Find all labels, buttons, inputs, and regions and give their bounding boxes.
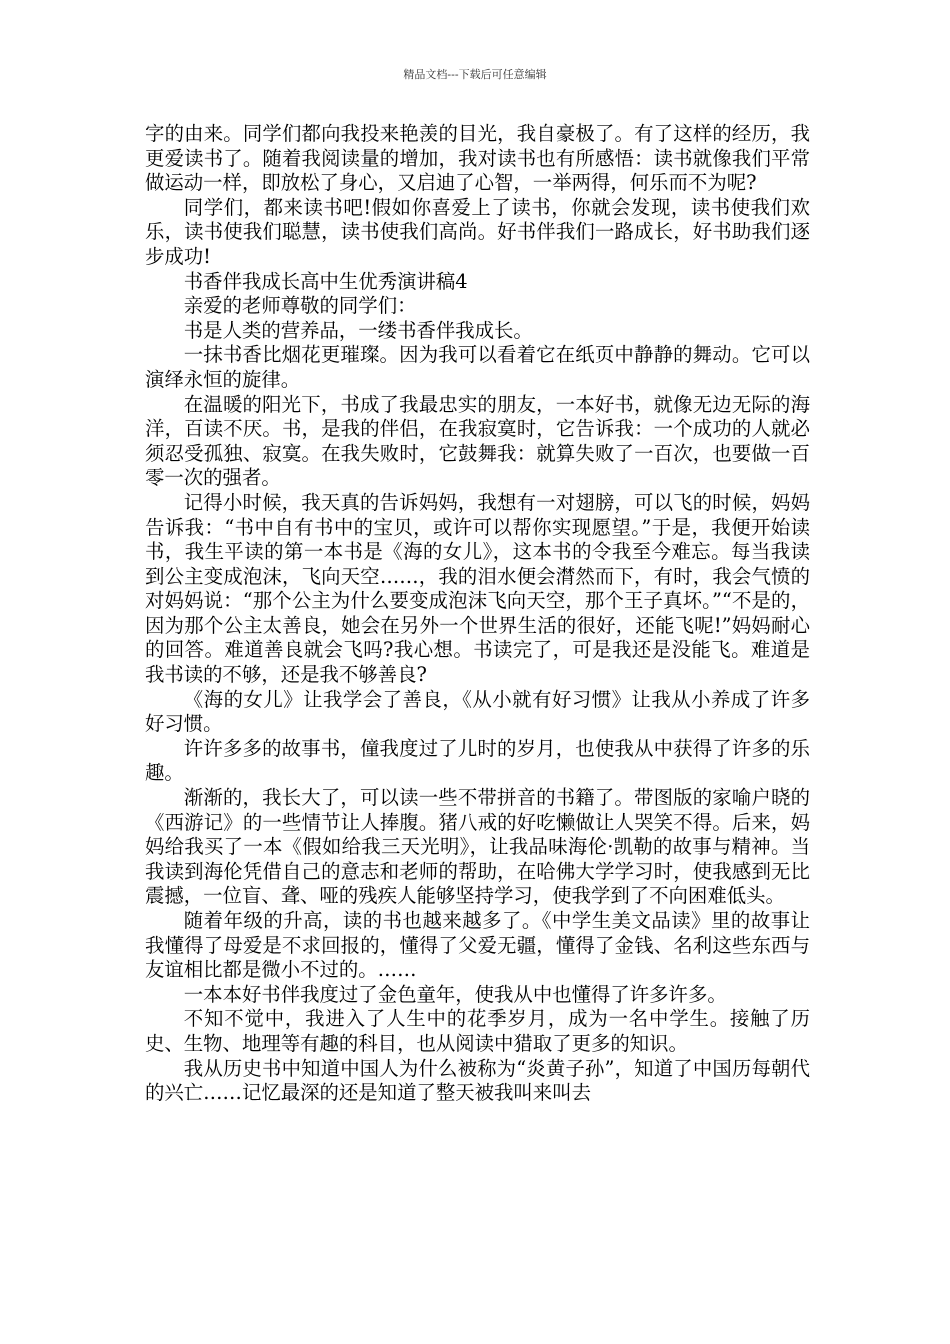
document-body xyxy=(145,122,810,1106)
section-title: 书香伴我成长高中生优秀演讲稿4 xyxy=(183,269,468,293)
paragraph-11: 渐渐的，我长大了，可以读一些不带拼音的书籍了。带图版的家喻户晓的《西游记》的一些情节让人捧腹。猪八戒的好吃懒做让人哭笑不得。后来，妈妈给我买了一本《假如给我三天光明》，让我品味海伦·凯勒的故事与精神。当我读到海伦凭借自己的意志和老师的帮助，在哈佛大学学习时，使我感到无比震撼，一位盲、聋、哑的残疾人能够坚持学习，使我学到了不向困难低头。 xyxy=(145,786,810,908)
paragraph-12: 随着年级的升高，读的书也越来越多了。《中学生美文品读》里的故事让我懂得了母爱是不求回报的，懂得了父爱无疆，懂得了金钱、名利这些东西与友谊相比都是微小不过的。…… xyxy=(145,909,810,982)
paragraph-15: 我从历史书中知道中国人为什么被称为“炎黄子孙”，知道了中国历每朝代的兴亡……记忆最深的还是知道了整天被我叫来叫去 xyxy=(145,1056,810,1105)
paragraph-10: 许许多多的故事书，僮我度过了儿时的岁月，也使我从中获得了许多的乐趣。 xyxy=(145,736,810,785)
paragraph-9: 《海的女儿》让我学会了善良，《从小就有好习惯》让我从小养成了许多好习惯。 xyxy=(145,687,810,736)
salutation: 亲爱的老师尊敬的同学们： xyxy=(183,294,417,318)
paragraph-6: 一抹书香比烟花更璀璨。因为我可以看着它在纸页中静静的舞动。它可以演绎永恒的旋律。 xyxy=(145,343,810,391)
paragraph-2: 同学们，都来读书吧!假如你喜爱上了读书，你就会发现，读书使我们欢乐，读书使我们聪慧，读书使我们高尚。好书伴我们一路成长，好书助我们逐步成功! xyxy=(145,195,810,268)
paragraph-5: 书是人类的营养品，一缕书香伴我成长。 xyxy=(183,318,533,342)
paragraph-14: 不知不觉中，我进入了人生中的花季岁月，成为一名中学生。接触了历史、生物、地理等有趣的科目，也从阅读中猎取了更多的知识。 xyxy=(145,1007,810,1055)
paragraph-7: 在温暖的阳光下，书成了我最忠实的朋友，一本好书，就像无边无际的海洋，百读不厌。书，是我的伴侣，在我寂寞时，它告诉我：一个成功的人就必须忍受孤独、寂寞。在我失败时，它鼓舞我：就算失败了一百次，也要做一百零一次的强者。 xyxy=(145,392,810,490)
paragraph-8: 记得小时候，我天真的告诉妈妈，我想有一对翅膀，可以飞的时候，妈妈告诉我：“书中自有书中的宝贝，或许可以帮你实现愿望。”于是，我便开始读书，我生平读的第一本书是《海的女儿》，这本书的令我至今难忘。每当我读到公主变成泡沫，飞向天空……，我的泪水便会潸然而下，有时，我会气愤的对妈妈说：“那个公主为什么要变成泡沫飞向天空，那个王子真坏。”“不是的，因为那个公主太善良，她会在另外一个世界生活的很好，还能飞呢!”妈妈耐心的回答。难道善良就会飞吗?我心想。书读完了，可是我还是没能飞。难道是我书读的不够，还是我不够善良? xyxy=(145,490,810,687)
paragraph-1: 字的由来。同学们都向我投来艳羡的目光，我自豪极了。有了这样的经历，我更爱读书了。随着我阅读量的增加，我对读书也有所感悟：读书就像我们平常做运动一样，即放松了身心，又启迪了心智，一举两得，何乐而不为呢? xyxy=(145,122,810,195)
page-header: 精品文档---下载后可任意编辑 xyxy=(403,68,547,81)
paragraph-13: 一本本好书伴我度过了金色童年，使我从中也懂得了许多许多。 xyxy=(183,982,727,1006)
